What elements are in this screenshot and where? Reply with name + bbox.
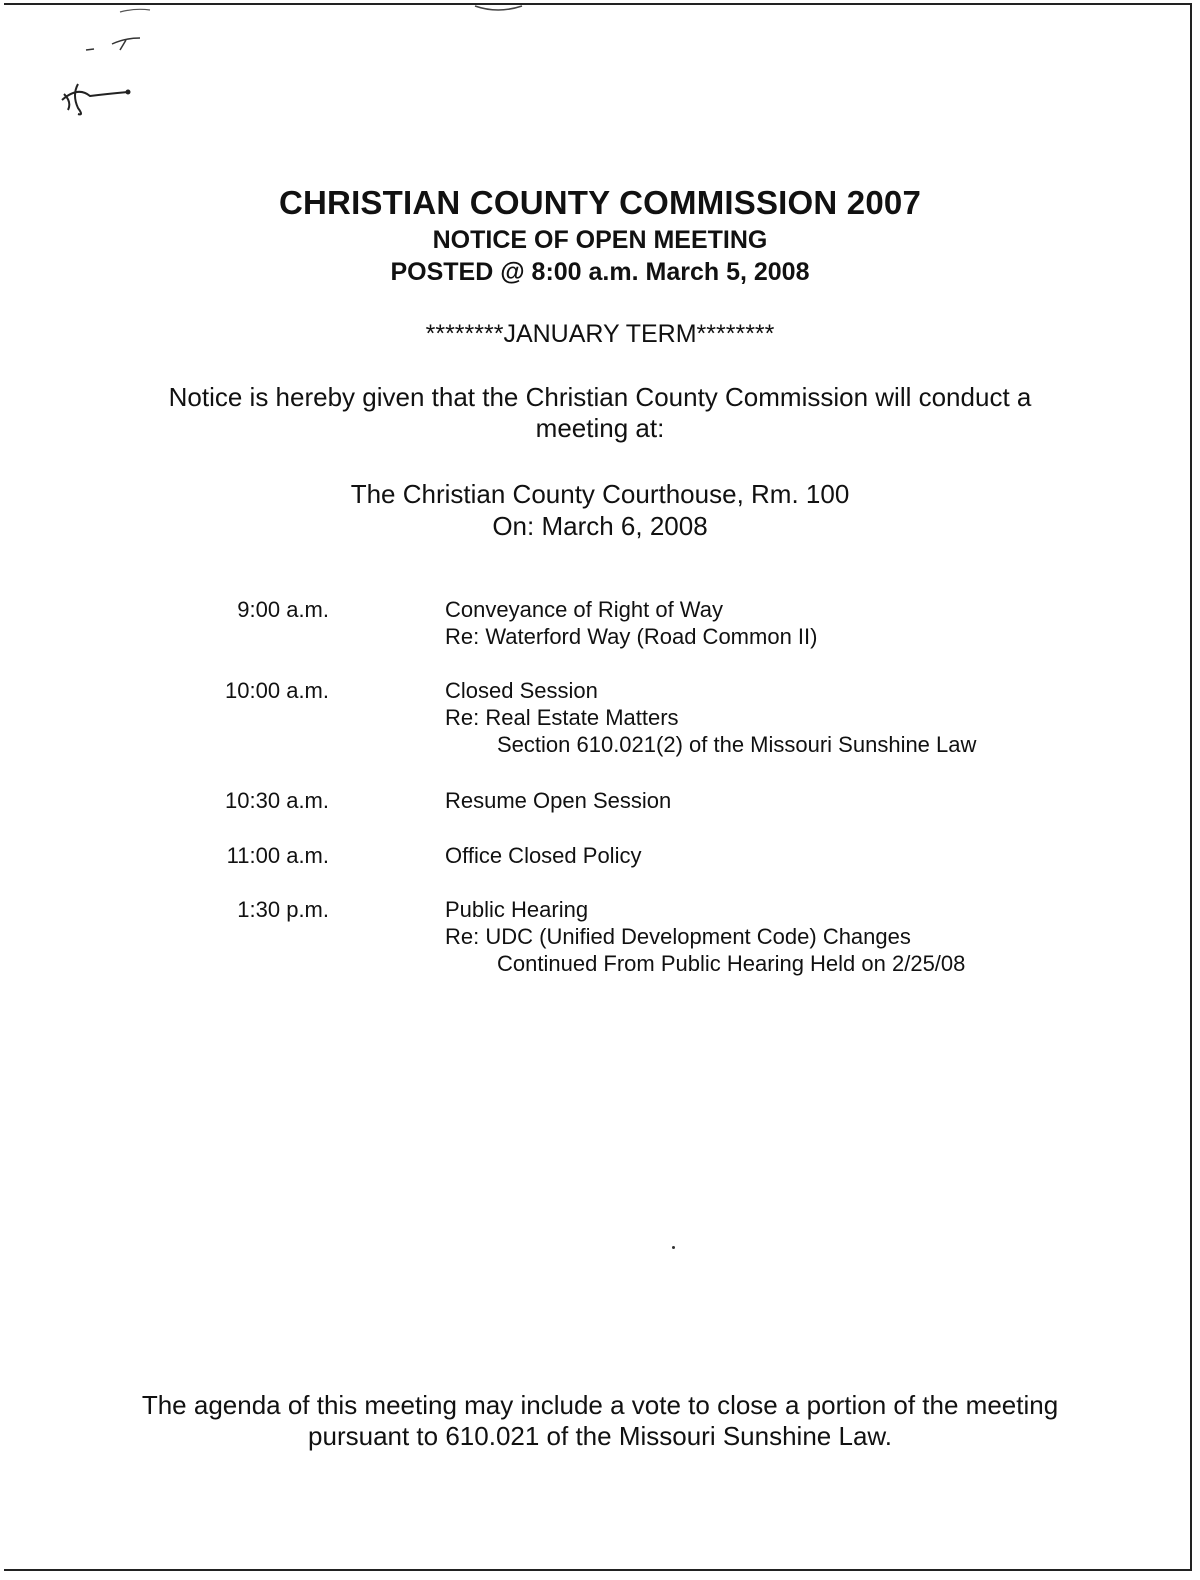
agenda-line: Re: Real Estate Matters [445, 705, 679, 730]
agenda-line: Office Closed Policy [445, 843, 642, 868]
agenda-time: 9:00 a.m. [237, 597, 329, 622]
location-date: On: March 6, 2008 [492, 511, 708, 541]
agenda-item [0, 896, 1200, 977]
agenda-line: Continued From Public Hearing Held on 2/25/08 [497, 951, 966, 976]
agenda-time: 10:00 a.m. [225, 678, 329, 703]
agenda-description [445, 596, 1200, 650]
agenda-line: Public Hearing [445, 897, 589, 922]
agenda-line: Section 610.021(2) of the Missouri Sunshine Law [497, 732, 977, 757]
posted-line: POSTED @ 8:00 a.m. March 5, 2008 [390, 258, 810, 286]
notice-subtitle: NOTICE OF OPEN MEETING [432, 226, 768, 254]
agenda-line: Closed Session [445, 678, 598, 703]
page-title: CHRISTIAN COUNTY COMMISSION 2007 [278, 184, 922, 221]
agenda-item [0, 842, 1200, 869]
agenda-description [445, 896, 1200, 977]
agenda-item [0, 677, 1200, 758]
top-edge-mark [470, 2, 530, 16]
agenda-description [445, 787, 1200, 814]
term-line: ********JANUARY TERM******** [425, 320, 775, 348]
notice-paragraph [0, 382, 1200, 444]
agenda-time: 11:00 a.m. [226, 843, 329, 868]
speck [672, 1246, 675, 1249]
footer-line-2: pursuant to 610.021 of the Missouri Sunshine Law. [308, 1421, 892, 1451]
meeting-location [0, 478, 1200, 542]
agenda-time: 1:30 p.m. [237, 897, 329, 922]
agenda-time: 10:30 a.m. [225, 788, 329, 813]
agenda-line: Conveyance of Right of Way [445, 597, 723, 622]
agenda-line: Resume Open Session [445, 788, 672, 813]
notice-line-1: Notice is hereby given that the Christian County Commission will conduct a [168, 382, 1032, 412]
agenda-item [0, 787, 1200, 814]
agenda-description [445, 677, 1200, 758]
footer-line-1: The agenda of this meeting may include a vote to close a portion of the meeting [141, 1390, 1059, 1420]
handwritten-mark [50, 0, 160, 130]
agenda-description [445, 842, 1200, 869]
agenda-line: Re: Waterford Way (Road Common II) [445, 624, 818, 649]
notice-line-2: meeting at: [535, 413, 665, 443]
location-place: The Christian County Courthouse, Rm. 100 [350, 479, 850, 509]
agenda-item [0, 596, 1200, 650]
agenda-line: Re: UDC (Unified Development Code) Changes [445, 924, 911, 949]
footer-note [0, 1390, 1200, 1452]
